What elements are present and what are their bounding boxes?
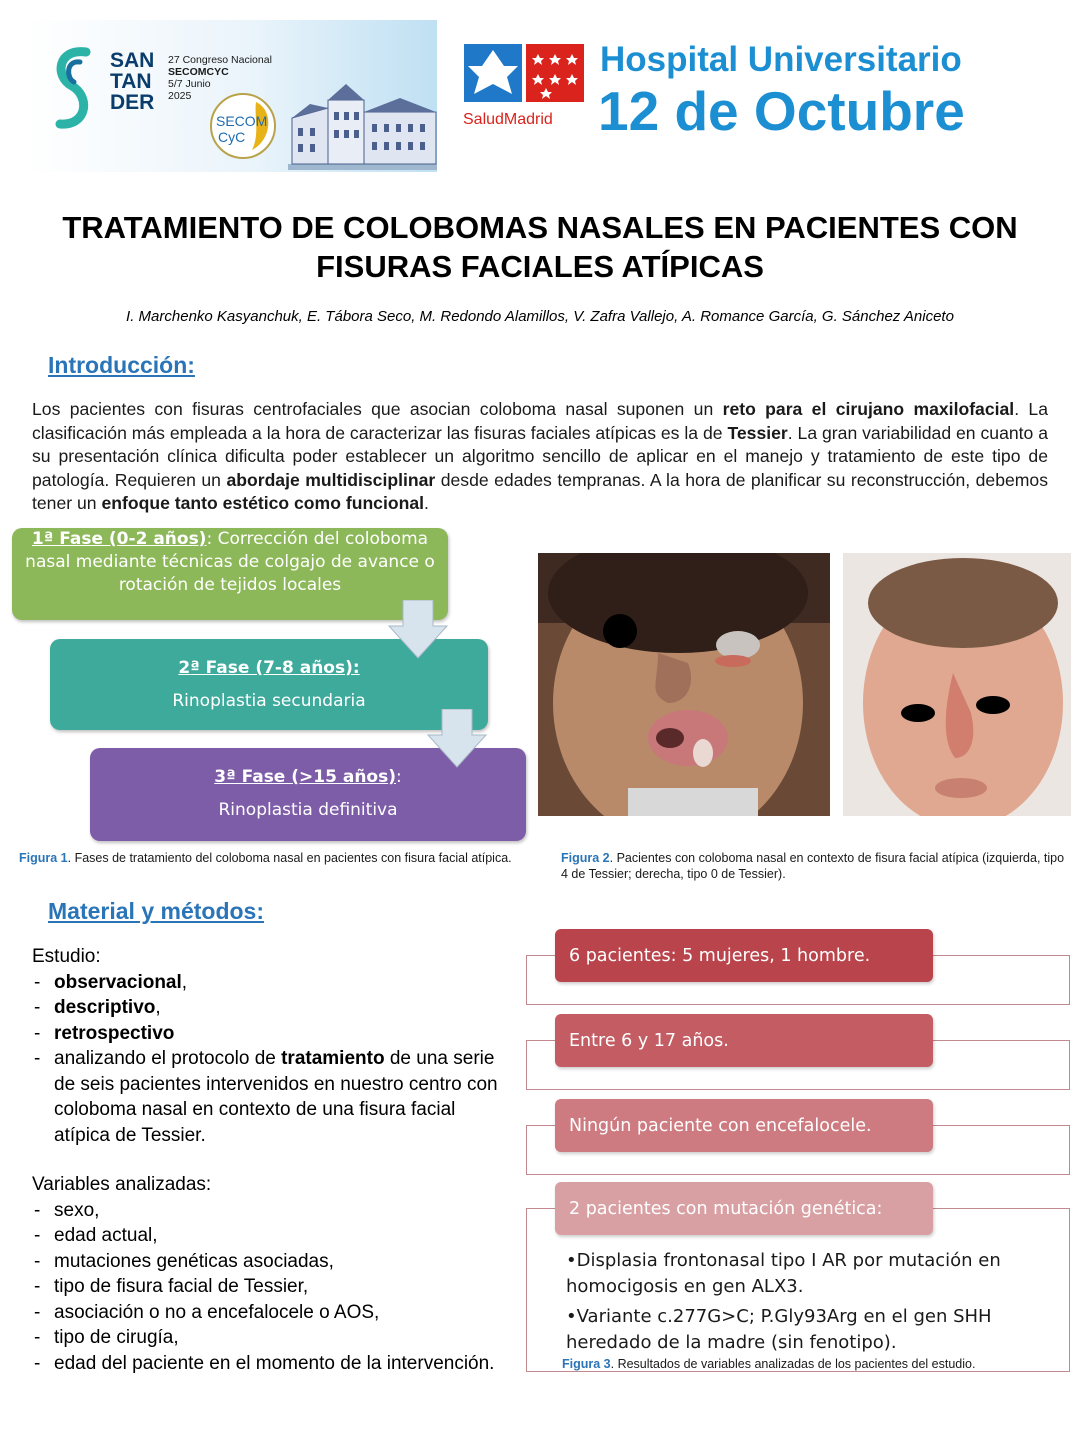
intro-text: .	[424, 493, 429, 513]
phase-3-colon: :	[396, 767, 402, 787]
congress-dates: 5/7 Junio	[168, 78, 211, 90]
study-item-suffix: ,	[181, 971, 188, 993]
phase-2-label: 2ª Fase (7-8 años):	[178, 658, 360, 678]
variables-list	[32, 1198, 512, 1377]
intro-text: Los pacientes con fisuras centrofaciales que asocian coloboma nasal suponen un	[32, 399, 723, 419]
variables-label: Variables analizadas:	[32, 1174, 212, 1195]
authors: I. Marchenko Kasyanchuk, E. Tábora Seco, M. Redondo Alamillos, V. Zafra Vallejo, A. Romance García, G. Sánchez Aniceto	[126, 308, 954, 325]
mutation-list	[566, 1248, 1046, 1360]
variable-item: - mutaciones genéticas asociadas,	[32, 1249, 512, 1275]
result-2-box: Entre 6 y 17 años.	[555, 1014, 933, 1067]
magdalena-palace-illustration	[288, 78, 437, 170]
secomcyc-logo	[204, 90, 282, 162]
study-item-label: observacional	[54, 971, 182, 993]
phase-1-label: 1ª Fase (0-2 años)	[31, 529, 207, 549]
congress-banner	[26, 20, 437, 172]
intro-text: . La clasificación más empleada a la hora de caracterizar las fisuras faciales atípicas es la de	[32, 399, 1049, 443]
svg-text:SECOM: SECOM	[216, 113, 268, 129]
study-item-label: descriptivo	[54, 997, 156, 1018]
phase-2-text: Rinoplastia secundaria	[172, 691, 366, 711]
figure-caption-text: . Pacientes con coloboma nasal en contexto de fisura facial atípica (izquierda, tipo 4 de Tessier; derecha, tipo 0 de Tessier).	[561, 851, 1065, 881]
hospital-name-number: 12 de Octubre	[598, 80, 965, 142]
protocol-text: de una serie de seis pacientes intervenidos en nuestro centro con coloboma nasal en contexto de una fisura facial atípica de Tessier.	[54, 1048, 498, 1146]
hospital-name: Hospital Universitario	[600, 40, 962, 79]
figure-caption-text: . Resultados de variables analizadas de los pacientes del estudio.	[610, 1357, 976, 1371]
study-item-suffix: ,	[155, 997, 161, 1018]
phase-3-label: 3ª Fase (>15 años)	[214, 767, 396, 787]
santander-s-logo	[48, 42, 98, 134]
study-label: Estudio:	[32, 946, 101, 967]
figure-label: Figura 1	[19, 851, 68, 865]
salud-madrid-label: SaludMadrid	[463, 111, 553, 128]
variable-item: - sexo,	[32, 1198, 512, 1224]
figure-3-caption	[562, 1356, 1072, 1372]
intro-text: desde edades tempranas. A la hora de planificar su reconstrucción, debemos tener un	[32, 469, 1048, 513]
city-line: SAN	[110, 49, 155, 72]
figure-2-caption	[561, 850, 1071, 882]
methods-heading: Material y métodos:	[48, 898, 264, 924]
variable-item: - edad actual,	[32, 1223, 512, 1249]
down-arrow-icon	[426, 709, 488, 769]
congress-year: 2025	[168, 90, 192, 102]
phase-1-text: : Corrección del coloboma nasal mediante técnicas de colgajo de avance o rotación de tejidos locales	[25, 529, 435, 595]
study-item	[32, 1021, 512, 1047]
figure-label: Figura 3	[562, 1357, 611, 1371]
study-item	[32, 970, 512, 996]
city-line: TAN	[110, 70, 152, 93]
down-arrow-icon	[387, 600, 449, 660]
intro-paragraph	[32, 398, 1048, 516]
figure-caption-text: . Fases de tratamiento del coloboma nasal en pacientes con fisura facial atípica.	[67, 851, 512, 865]
figure-label: Figura 2	[561, 851, 610, 865]
intro-emphasis: abordaje multidisciplinar	[226, 469, 436, 490]
svg-text:CyC: CyC	[218, 129, 246, 145]
figure-1-caption	[19, 850, 519, 866]
study-item	[32, 1046, 512, 1148]
result-3-box: Ningún paciente con encefalocele.	[555, 1099, 933, 1152]
city-line: DER	[110, 91, 155, 114]
santander-wordmark	[110, 50, 154, 113]
intro-heading: Introducción:	[48, 352, 195, 378]
intro-text: . La gran variabilidad en cuanto a su presentación clínica dificulta poder establecer un algoritmo sencillo de aplicar en el manejo y tratamiento de este tipo de patología. Requieren un	[32, 422, 1048, 490]
result-4-box: 2 pacientes con mutación genética:	[555, 1182, 933, 1235]
patient-photo-tessier-4	[538, 553, 830, 816]
variable-item: - tipo de fisura facial de Tessier,	[32, 1274, 512, 1300]
phase-1-box	[12, 528, 448, 620]
mutation-item: •Displasia frontonasal tipo I AR por mutación en homocigosis en gen ALX3.	[566, 1250, 1001, 1297]
study-list	[32, 970, 512, 1149]
protocol-text: analizando el protocolo de	[54, 1048, 282, 1069]
intro-emphasis: reto para el cirujano maxilofacial	[722, 399, 1015, 419]
variable-item: - edad del paciente en el momento de la intervención.	[32, 1351, 512, 1377]
study-item-label: retrospectivo	[54, 1022, 175, 1044]
variable-item: - tipo de cirugía,	[32, 1325, 512, 1351]
patient-photo-tessier-0	[843, 553, 1071, 816]
variable-item: - asociación o no a encefalocele o AOS,	[32, 1300, 512, 1326]
phase-3-text: Rinoplastia definitiva	[218, 800, 398, 820]
congress-name: 27 Congreso Nacional	[168, 54, 272, 66]
methods-content	[32, 944, 512, 1376]
study-item	[32, 995, 512, 1021]
congress-society: SECOMCYC	[168, 66, 229, 78]
protocol-emphasis: tratamiento	[281, 1048, 385, 1069]
result-1-box: 6 pacientes: 5 mujeres, 1 hombre.	[555, 929, 933, 982]
mutation-item: •Variante c.277G>C; P.Gly93Arg en el gen SHH heredado de la madre (sin fenotipo).	[566, 1306, 992, 1353]
poster-title: TRATAMIENTO DE COLOBOMAS NASALES EN PACIENTES CON FISURAS FACIALES ATÍPICAS	[62, 210, 1018, 284]
intro-emphasis: Tessier	[727, 422, 788, 443]
intro-emphasis: enfoque tanto estético como funcional	[101, 493, 425, 513]
